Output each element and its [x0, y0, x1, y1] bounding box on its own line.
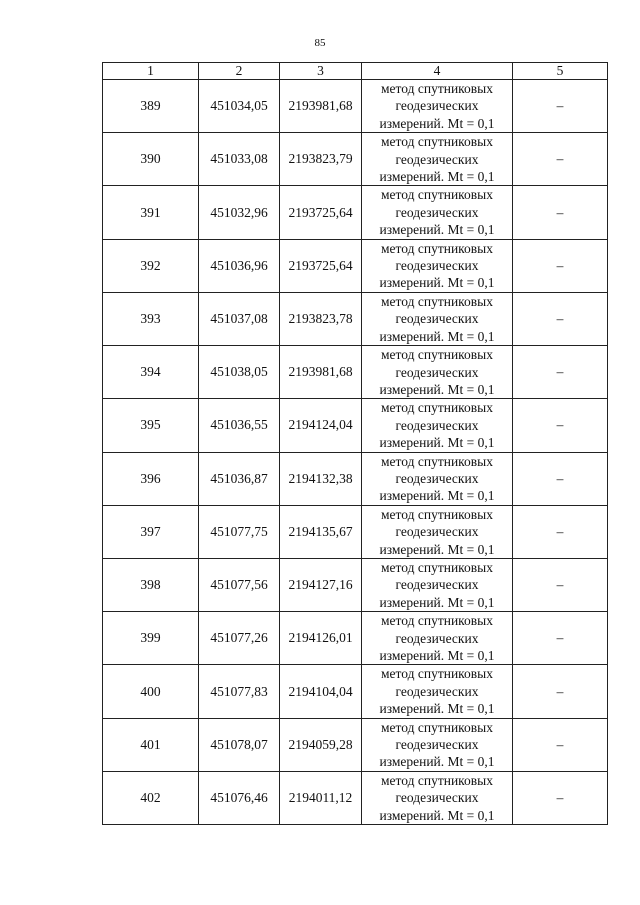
x-coordinate-cell: 451033,08 — [199, 133, 280, 186]
x-coordinate-cell: 451077,56 — [199, 558, 280, 611]
page-number: 85 — [314, 37, 326, 49]
method-cell — [362, 346, 513, 399]
method-cell — [362, 558, 513, 611]
x-coordinate-cell: 451076,46 — [199, 771, 280, 824]
point-number-cell: 397 — [103, 505, 199, 558]
note-cell: – — [513, 505, 608, 558]
method-line: измерений. Mt = 0,1 — [379, 169, 495, 185]
table-row — [103, 133, 608, 186]
method-line: измерений. Mt = 0,1 — [379, 594, 495, 610]
note-cell: – — [513, 239, 608, 292]
method-line: геодезических — [395, 790, 479, 806]
table-header — [103, 63, 608, 80]
method-cell — [362, 505, 513, 558]
y-coordinate-cell: 2194059,28 — [280, 718, 362, 771]
x-coordinate-cell: 451036,87 — [199, 452, 280, 505]
point-number-cell: 391 — [103, 186, 199, 239]
y-coordinate-cell: 2194124,04 — [280, 399, 362, 452]
method-line: геодезических — [395, 577, 479, 593]
x-coordinate-cell: 451078,07 — [199, 718, 280, 771]
method-line: геодезических — [395, 364, 479, 380]
y-coordinate-cell: 2193823,79 — [280, 133, 362, 186]
method-cell — [362, 292, 513, 345]
method-line: геодезических — [395, 311, 479, 327]
method-line: геодезических — [395, 151, 479, 167]
method-line: измерений. Mt = 0,1 — [379, 115, 495, 131]
point-number-cell: 394 — [103, 346, 199, 399]
table-body — [103, 80, 608, 825]
y-coordinate-cell: 2193725,64 — [280, 186, 362, 239]
point-number-cell: 401 — [103, 718, 199, 771]
header-row — [103, 63, 608, 80]
table-row — [103, 186, 608, 239]
x-coordinate-cell: 451036,96 — [199, 239, 280, 292]
note-cell: – — [513, 665, 608, 718]
note-cell: – — [513, 186, 608, 239]
method-cell — [362, 133, 513, 186]
method-line: метод спутниковых — [381, 559, 493, 575]
table-row — [103, 558, 608, 611]
y-coordinate-cell: 2193823,78 — [280, 292, 362, 345]
method-line: измерений. Mt = 0,1 — [379, 381, 495, 397]
method-line: измерений. Mt = 0,1 — [379, 807, 495, 823]
column-header-5: 5 — [513, 63, 608, 80]
table-row — [103, 771, 608, 824]
method-line: метод спутниковых — [381, 453, 493, 469]
method-line: измерений. Mt = 0,1 — [379, 222, 495, 238]
method-line: измерений. Mt = 0,1 — [379, 328, 495, 344]
method-line: метод спутниковых — [381, 506, 493, 522]
y-coordinate-cell: 2194135,67 — [280, 505, 362, 558]
point-number-cell: 400 — [103, 665, 199, 718]
method-line: геодезических — [395, 258, 479, 274]
point-number-cell: 389 — [103, 80, 199, 133]
table-row — [103, 612, 608, 665]
point-number-cell: 398 — [103, 558, 199, 611]
x-coordinate-cell: 451077,75 — [199, 505, 280, 558]
y-coordinate-cell: 2193981,68 — [280, 80, 362, 133]
method-line: геодезических — [395, 470, 479, 486]
method-line: измерений. Mt = 0,1 — [379, 435, 495, 451]
method-line: метод спутниковых — [381, 293, 493, 309]
y-coordinate-cell: 2193981,68 — [280, 346, 362, 399]
x-coordinate-cell: 451077,26 — [199, 612, 280, 665]
note-cell: – — [513, 292, 608, 345]
table-row — [103, 239, 608, 292]
note-cell: – — [513, 718, 608, 771]
method-cell — [362, 80, 513, 133]
column-header-4: 4 — [362, 63, 513, 80]
note-cell: – — [513, 452, 608, 505]
x-coordinate-cell: 451034,05 — [199, 80, 280, 133]
x-coordinate-cell: 451032,96 — [199, 186, 280, 239]
point-number-cell: 396 — [103, 452, 199, 505]
column-header-2: 2 — [199, 63, 280, 80]
method-line: метод спутниковых — [381, 666, 493, 682]
point-number-cell: 399 — [103, 612, 199, 665]
y-coordinate-cell: 2194127,16 — [280, 558, 362, 611]
method-cell — [362, 186, 513, 239]
method-cell — [362, 239, 513, 292]
table-row — [103, 718, 608, 771]
method-line: измерений. Mt = 0,1 — [379, 701, 495, 717]
method-line: метод спутниковых — [381, 772, 493, 788]
point-number-cell: 392 — [103, 239, 199, 292]
table-row — [103, 452, 608, 505]
note-cell: – — [513, 80, 608, 133]
method-line: измерений. Mt = 0,1 — [379, 541, 495, 557]
x-coordinate-cell: 451036,55 — [199, 399, 280, 452]
table-row — [103, 399, 608, 452]
coordinates-table — [102, 62, 608, 825]
note-cell: – — [513, 133, 608, 186]
method-cell — [362, 399, 513, 452]
method-cell — [362, 452, 513, 505]
method-cell — [362, 771, 513, 824]
note-cell: – — [513, 558, 608, 611]
table-row — [103, 80, 608, 133]
table-row — [103, 505, 608, 558]
note-cell: – — [513, 399, 608, 452]
method-line: измерений. Mt = 0,1 — [379, 648, 495, 663]
method-line: геодезических — [395, 683, 479, 699]
y-coordinate-cell: 2194104,04 — [280, 665, 362, 718]
method-line: метод спутниковых — [381, 134, 493, 150]
y-coordinate-cell: 2194126,01 — [280, 612, 362, 665]
point-number-cell: 395 — [103, 399, 199, 452]
point-number-cell: 393 — [103, 292, 199, 345]
method-line: измерений. Mt = 0,1 — [379, 754, 495, 770]
y-coordinate-cell: 2194132,38 — [280, 452, 362, 505]
method-cell — [362, 665, 513, 718]
method-line: метод спутниковых — [381, 187, 493, 203]
x-coordinate-cell: 451037,08 — [199, 292, 280, 345]
method-line: геодезических — [395, 630, 479, 646]
method-line: геодезических — [395, 98, 479, 114]
method-line: метод спутниковых — [381, 240, 493, 256]
table-row — [103, 346, 608, 399]
y-coordinate-cell: 2194011,12 — [280, 771, 362, 824]
method-line: геодезических — [395, 417, 479, 433]
method-line: метод спутниковых — [381, 400, 493, 416]
method-line: измерений. Mt = 0,1 — [379, 275, 495, 291]
note-cell: – — [513, 612, 608, 665]
y-coordinate-cell: 2193725,64 — [280, 239, 362, 292]
point-number-cell: 402 — [103, 771, 199, 824]
method-line: метод спутниковых — [381, 719, 493, 735]
method-line: геодезических — [395, 204, 479, 220]
column-header-3: 3 — [280, 63, 362, 80]
method-line: метод спутниковых — [381, 81, 493, 96]
point-number-cell: 390 — [103, 133, 199, 186]
method-line: измерений. Mt = 0,1 — [379, 488, 495, 504]
method-line: метод спутниковых — [381, 347, 493, 363]
method-cell — [362, 612, 513, 665]
method-line: геодезических — [395, 737, 479, 753]
table-row — [103, 292, 608, 345]
method-line: метод спутниковых — [381, 613, 493, 629]
column-header-1: 1 — [103, 63, 199, 80]
note-cell: – — [513, 771, 608, 824]
method-cell — [362, 718, 513, 771]
note-cell: – — [513, 346, 608, 399]
method-line: геодезических — [395, 524, 479, 540]
table-row — [103, 665, 608, 718]
x-coordinate-cell: 451038,05 — [199, 346, 280, 399]
x-coordinate-cell: 451077,83 — [199, 665, 280, 718]
